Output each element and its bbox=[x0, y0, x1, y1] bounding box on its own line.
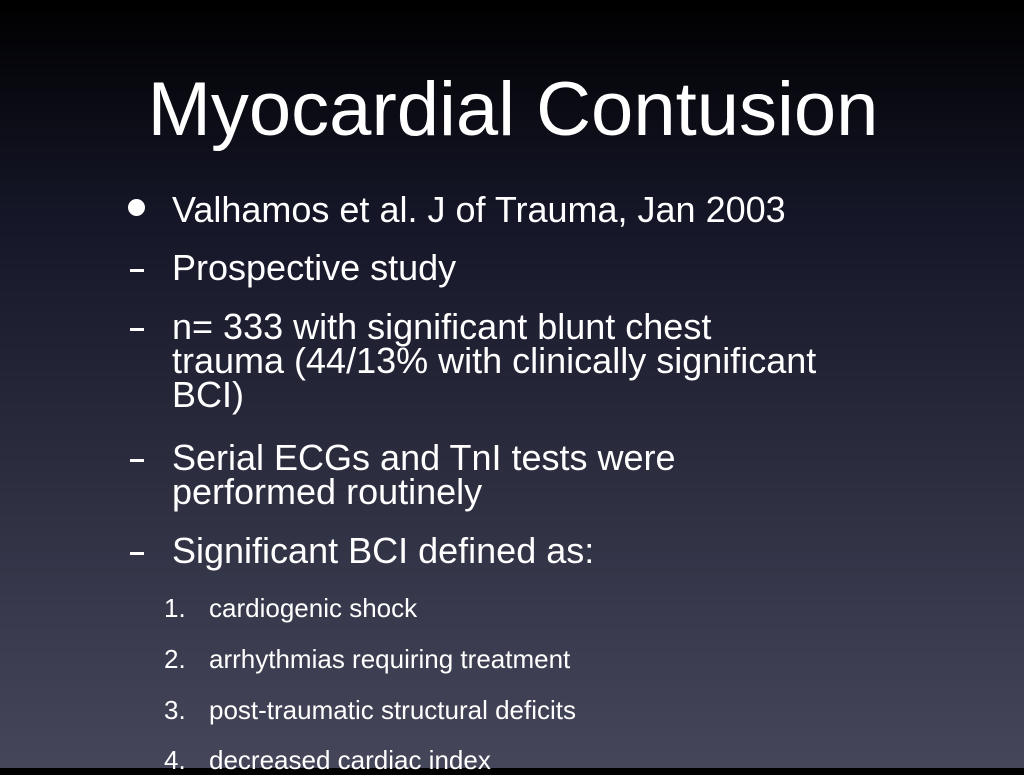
numbered-item-text: decreased cardiac index bbox=[209, 745, 491, 775]
numbered-item-number: 1. bbox=[164, 593, 186, 623]
numbered-item-number: 2. bbox=[164, 644, 186, 674]
dash-icon bbox=[130, 552, 144, 555]
bullet-dot-icon bbox=[128, 199, 145, 216]
dash-icon bbox=[130, 459, 144, 462]
numbered-item-text: cardiogenic shock bbox=[209, 593, 418, 623]
dash-icon bbox=[130, 328, 144, 331]
numbered-item-text: arrhythmias requiring treatment bbox=[209, 644, 571, 674]
numbered-item-text: post-traumatic structural deficits bbox=[209, 695, 577, 725]
dash-icon bbox=[130, 269, 144, 272]
numbered-item-number: 3. bbox=[164, 695, 186, 725]
numbered-item-number: 4. bbox=[164, 745, 186, 775]
bullet-text: Valhamos et al. J of Trauma, Jan 2003 bbox=[172, 189, 786, 230]
sub-bullet-text: Significant BCI defined as: bbox=[172, 530, 595, 571]
sub-bullet-text: Serial ECGs and TnI tests were performed routinely bbox=[172, 437, 676, 512]
sub-bullet-text: n= 333 with significant blunt chest trauma (44/13% with clinically significant BCI) bbox=[172, 306, 817, 415]
sub-bullet-text: Prospective study bbox=[172, 247, 457, 288]
slide-title: Myocardial Contusion bbox=[147, 67, 879, 152]
